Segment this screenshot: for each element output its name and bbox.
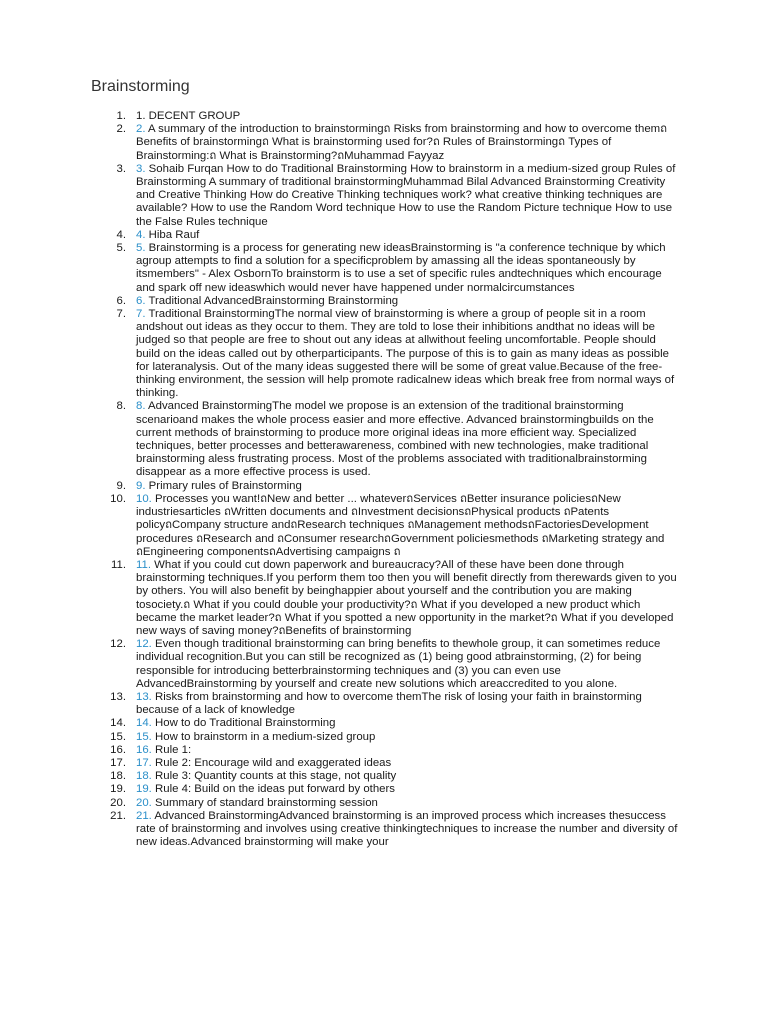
list-item-text: Traditional BrainstormingThe normal view of brainstorming is where a group of people sit in a room andshout out ideas as they occur to them. They are told to lose their inhibitions andthat no ideas will be judged so that people are free to shout out any ideas at allwithout feeling uncomfortable. People should build on the ideas called out by otherparticipants. The purpose of this is to gain as many ideas as possible for lateranalysis. Out of the many ideas suggested there will be some of great value.Because of the free-thinking environment, the session will help promote radicalnew ideas which break free from normal ways of thinking.	[136, 308, 675, 400]
list-item-text: Rule 1:	[155, 743, 192, 756]
slide-link[interactable]: 13.	[136, 690, 152, 703]
list-item-number: 18.	[110, 770, 126, 783]
slide-link[interactable]: 19.	[136, 783, 152, 796]
list-item-number: 8.	[116, 400, 126, 413]
list-item-text: Processes you want!ถNew and better ... whateverถServices ถBetter insurance policiesถNew industriesarticles ถWritten documents and ถInvestment decisionsถPhysical products ถPatents policyถCompany structure andถResearch techniques ถManagement methodsถFactoriesDevelopment procedures ถResearch and ถConsumer researchถGovernment policiesmethods ถMarketing strategy and ถEngineering componentsถAdvertising campaigns ถ	[136, 492, 665, 558]
list-item	[0, 242, 681, 295]
list-item	[0, 229, 681, 242]
list-item	[0, 559, 681, 638]
list-item-text: Rule 3: Quantity counts at this stage, not quality	[155, 770, 397, 783]
page-title: Brainstorming	[91, 78, 190, 95]
list-item	[0, 308, 681, 400]
list-item-number: 6.	[116, 294, 126, 307]
slide-link[interactable]: 17.	[136, 756, 152, 769]
list-item-text: Rule 2: Encourage wild and exaggerated ideas	[155, 756, 392, 769]
slide-link[interactable]: 7.	[136, 308, 146, 321]
list-item	[0, 797, 681, 810]
slide-link[interactable]: 10.	[136, 492, 152, 505]
list-item-number: 10.	[110, 492, 126, 505]
slide-link[interactable]: 21.	[136, 809, 152, 822]
list-item-number: 15.	[110, 730, 126, 743]
list-item	[0, 757, 681, 770]
list-item	[0, 810, 681, 850]
list-item	[0, 110, 681, 123]
slide-link[interactable]: 2.	[136, 123, 146, 136]
list-item-text: Even though traditional brainstorming can bring benefits to thewhole group, it can sometimes reduce individual recognition.But you can still be recognized as (1) being good atbrainstorming, (2) for being responsible for introducing betterbrainstorming techniques and (3) you can even use AdvancedBrainstorming by yourself and create new solutions which areaccredited to you alone.	[136, 638, 661, 690]
list-item	[0, 731, 681, 744]
list-item-text: Brainstorming is a process for generating new ideasBrainstorming is "a conference technique by which agroup attempts to find a solution for a specificproblem by amassing all the ideas spontaneously by itsmembers" - Alex OsbornTo brainstorm is to use a set of specific rules andtechniques which encourage and spark off new ideaswhich would never have happened under normalcircumstances	[136, 242, 666, 294]
list-item-text: Primary rules of Brainstorming	[148, 479, 302, 492]
list-item	[0, 295, 681, 308]
slide-link[interactable]: 9.	[136, 479, 146, 492]
list-item-text: How to brainstorm in a medium-sized group	[155, 730, 376, 743]
list-item	[0, 480, 681, 493]
list-item-text: Advanced BrainstormingAdvanced brainstorming is an improved process which increases thesuccess rate of brainstorming and involves using creative thinkingtechniques to increase the number and diversity of new ideas.Advanced brainstorming will make your	[136, 809, 678, 849]
list-item-number: 5.	[116, 242, 126, 255]
list-item	[0, 638, 681, 691]
list-item-number: 16.	[110, 743, 126, 756]
slide-link[interactable]: 12.	[136, 638, 152, 651]
list-item	[0, 123, 681, 163]
list-item-number: 14.	[110, 717, 126, 730]
slide-link[interactable]: 20.	[136, 796, 152, 809]
list-item-text: Traditional AdvancedBrainstorming Brainstorming	[148, 294, 399, 307]
list-item-number: 1.	[116, 110, 126, 122]
list-item-number: 21.	[110, 809, 126, 822]
list-item-number: 20.	[110, 796, 126, 809]
list-item-text: Sohaib Furqan How to do Traditional Brainstorming How to brainstorm in a medium-sized group Rules of Brainstorming A summary of traditional brainstormingMuhammad Bilal Advanced Brainstorming Creativity and Creative Thinking How do Creative Thinking techniques work? what creative thinking techniques are available? How to use the Random Word technique How to use the Random Picture technique How to use the False Rules technique	[136, 162, 676, 228]
list-item-number: 9.	[116, 479, 126, 492]
list-item-text: Summary of standard brainstorming session	[155, 796, 378, 809]
slide-link[interactable]: 6.	[136, 294, 146, 307]
list-item-number: 13.	[110, 690, 126, 703]
list-item-text: How to do Traditional Brainstorming	[155, 717, 336, 730]
numbered-list	[0, 110, 768, 849]
slide-link[interactable]: 15.	[136, 730, 152, 743]
list-item-text: Hiba Rauf	[148, 228, 200, 241]
list-item-text: Advanced BrainstormingThe model we propose is an extension of the traditional brainstorming scenarioand makes the whole process easier and more effective. Advanced brainstormingbuilds on the current methods of brainstorming to produce more original ideas ina more efficient way. Specialized techniques, better processes and betterawareness, combined with new technologies, make traditional brainstorming aless frustrating process. Most of the problems associated with traditionalbrainstorming disappear as a more effective process is used.	[136, 400, 654, 479]
list-item-number: 11.	[111, 558, 126, 571]
list-item-text: Risks from brainstorming and how to overcome themThe risk of losing your faith in brainstorming because of a lack of knowledge	[136, 690, 642, 717]
list-item	[0, 493, 681, 559]
list-item-text: 1. DECENT GROUP	[136, 110, 241, 122]
list-item	[0, 163, 681, 229]
slide-link[interactable]: 11.	[136, 558, 151, 571]
list-item-number: 12.	[110, 638, 126, 651]
list-item	[0, 783, 681, 796]
slide-link[interactable]: 8.	[136, 400, 146, 413]
slide-link[interactable]: 16.	[136, 743, 152, 756]
slide-link[interactable]: 14.	[136, 717, 152, 730]
slide-link[interactable]: 5.	[136, 242, 146, 255]
slide-link[interactable]: 3.	[136, 162, 146, 175]
list-item-text: Rule 4: Build on the ideas put forward by others	[155, 783, 395, 796]
list-item-number: 2.	[116, 123, 126, 136]
list-item	[0, 717, 681, 730]
list-item-number: 19.	[110, 783, 126, 796]
list-item	[0, 691, 681, 717]
list-item-number: 4.	[116, 228, 126, 241]
list-item	[0, 400, 681, 479]
list-item	[0, 770, 681, 783]
list-item-number: 3.	[116, 162, 126, 175]
list-item	[0, 744, 681, 757]
slide-link[interactable]: 4.	[136, 228, 146, 241]
list-item-number: 7.	[116, 308, 126, 321]
slide-link[interactable]: 18.	[136, 770, 152, 783]
list-item-text: A summary of the introduction to brainstormingถ Risks from brainstorming and how to overcome themถ Benefits of brainstormingถ What is brainstorming used for?ถ Rules of Brainstormingถ Types of Brainstorming:ถ What is Brainstorming?ถMuhammad Fayyaz	[136, 123, 668, 162]
list-item-text: What if you could cut down paperwork and bureaucracy?All of these have been done through brainstorming techniques.If you perform them too then you will benefit directly from therewards given to you by others. You will also benefit by beinghappier about yourself and the contribution you are making tosociety.ถ What if you could double your productivity?ถ What if you developed a new product which became the market leader?ถ What if you spotted a new opportunity in the market?ถ What if you developed new ways of saving money?ถBenefits of brainstorming	[136, 558, 677, 637]
list-item-number: 17.	[110, 756, 126, 769]
